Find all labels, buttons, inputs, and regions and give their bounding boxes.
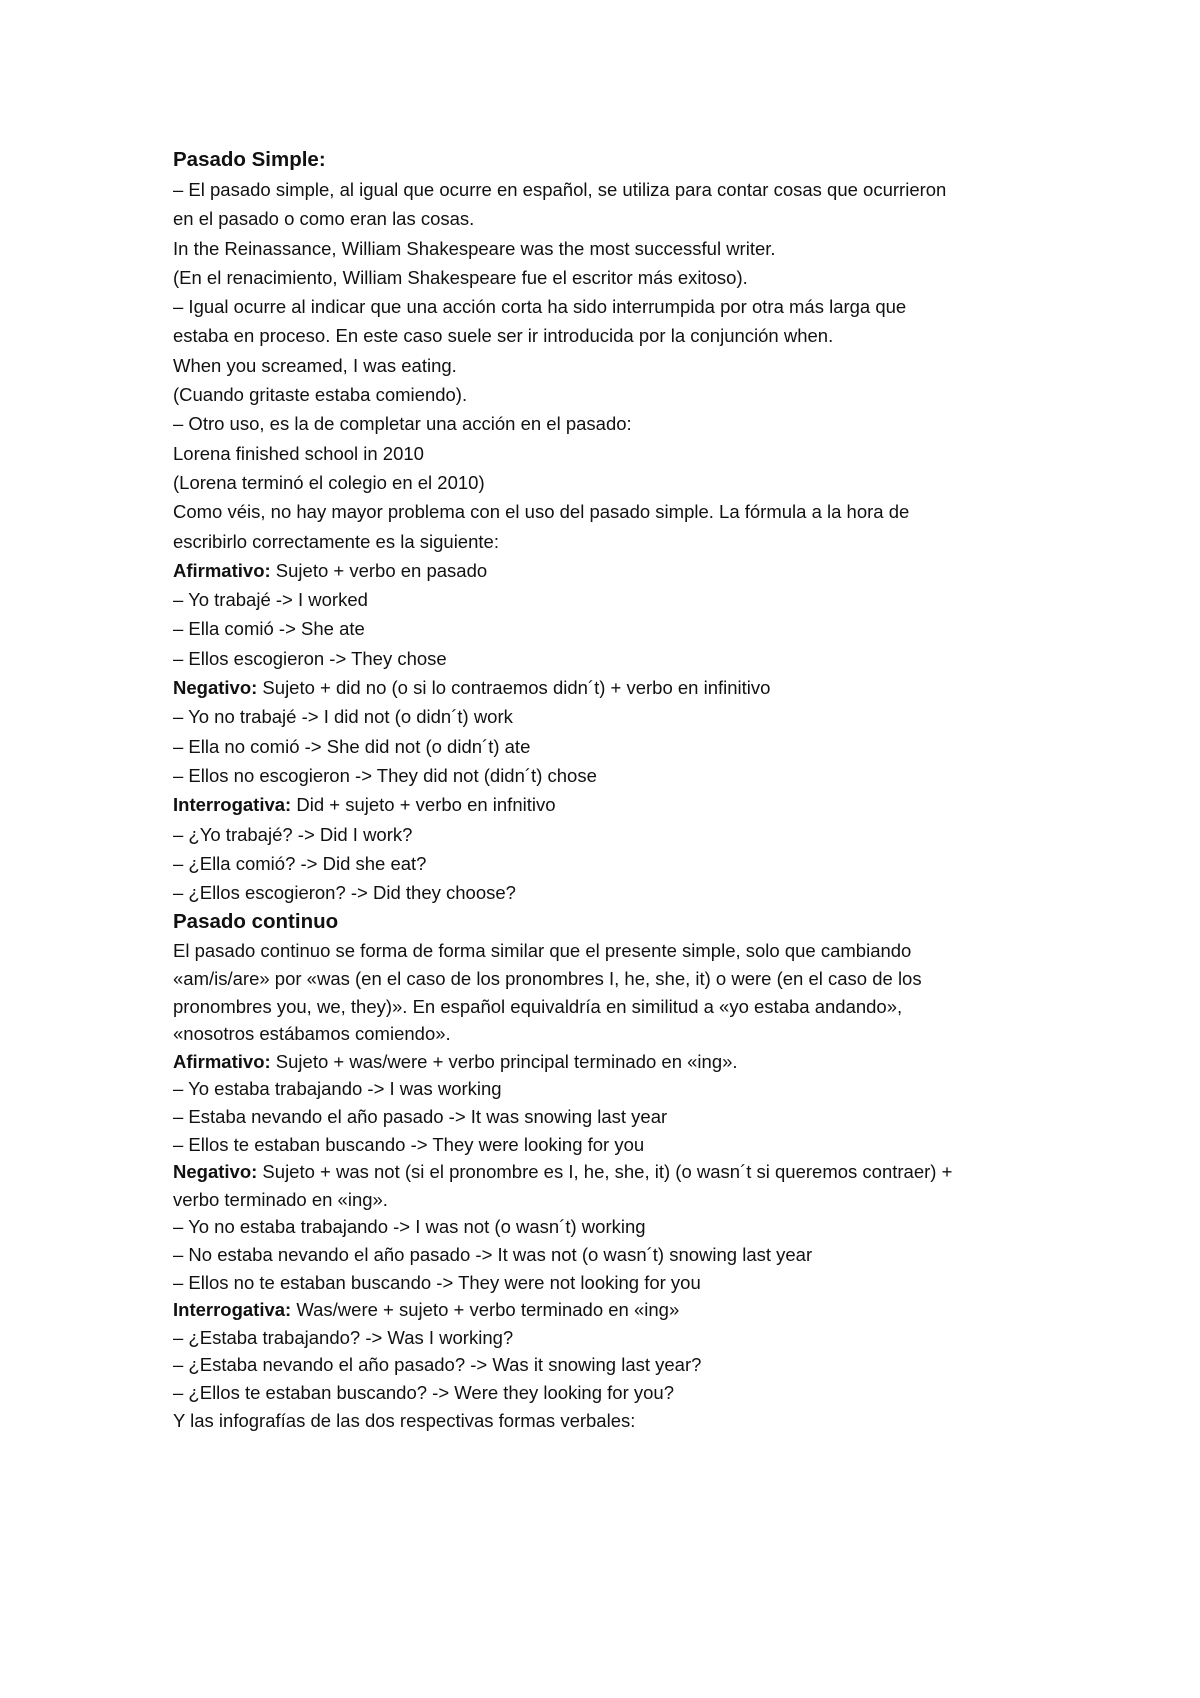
example-line: – ¿Ellos escogieron? -> Did they choose? — [173, 882, 516, 904]
paragraph-line: en el pasado o como eran las cosas. — [173, 208, 475, 230]
example-line: – Yo trabajé -> I worked — [173, 589, 368, 611]
paragraph-line: (Cuando gritaste estaba comiendo). — [173, 384, 468, 406]
example-line: – Ella comió -> She ate — [173, 618, 365, 640]
paragraph-line: «nosotros estábamos comiendo». — [173, 1023, 451, 1045]
paragraph-line: – Otro uso, es la de completar una acción en el pasado: — [173, 413, 632, 435]
paragraph-line: (Lorena terminó el colegio en el 2010) — [173, 471, 485, 493]
rule-label: Negativo: — [173, 1161, 258, 1183]
paragraph-line: escribirlo correctamente es la siguiente: — [173, 530, 499, 552]
paragraph-line: – El pasado simple, al igual que ocurre en español, se utiliza para contar cosas que ocurrieron — [173, 179, 947, 200]
paragraph-line: In the Reinassance, William Shakespeare was the most successful writer. — [173, 237, 776, 259]
example-line: – Ellos te estaban buscando -> They were looking for you — [173, 1133, 645, 1155]
paragraph-line: When you screamed, I was eating. — [173, 354, 457, 376]
rule-afirmativo — [173, 556, 1073, 585]
example-line: – ¿Yo trabajé? -> Did I work? — [173, 823, 413, 845]
example-line: – Yo no estaba trabajando -> I was not (o wasn´t) working — [173, 1216, 646, 1238]
paragraph-line: (En el renacimiento, William Shakespeare fue el escritor más exitoso). — [173, 266, 748, 288]
rule-label: Interrogativa: — [173, 1299, 292, 1321]
rule-interrogativa — [173, 790, 1073, 819]
section-heading-pasado-simple: Pasado Simple: — [173, 148, 326, 171]
rule-afirmativo — [173, 1048, 1073, 1076]
example-line: – ¿Ella comió? -> Did she eat? — [173, 852, 427, 874]
section-heading-pasado-continuo: Pasado continuo — [173, 910, 339, 934]
example-line: – ¿Estaba trabajando? -> Was I working? — [173, 1326, 514, 1348]
paragraph-line: El pasado continuo se forma de forma similar que el presente simple, solo que cambiando — [173, 940, 912, 962]
closing-line: Y las infografías de las dos respectivas formas verbales: — [173, 1409, 636, 1431]
rule-label: Negativo: — [173, 677, 258, 699]
paragraph-line: pronombres you, we, they)». En español equivaldría en similitud a «yo estaba andando», — [173, 995, 903, 1017]
document-page — [173, 145, 1073, 1434]
rule-label: Afirmativo: — [173, 1050, 271, 1072]
rule-text: Sujeto + did no (o si lo contraemos didn´t) + verbo en infinitivo — [257, 677, 771, 699]
rule-label: Afirmativo: — [173, 559, 271, 581]
example-line: – Yo estaba trabajando -> I was working — [173, 1078, 502, 1100]
example-line: – No estaba nevando el año pasado -> It was not (o wasn´t) snowing last year — [173, 1243, 813, 1265]
rule-text: Was/were + sujeto + verbo terminado en «ing» — [291, 1299, 680, 1321]
paragraph-line: Como véis, no hay mayor problema con el uso del pasado simple. La fórmula a la hora de — [173, 501, 910, 523]
rule-continuation: verbo terminado en «ing». — [173, 1188, 388, 1210]
example-line: – Ellos escogieron -> They chose — [173, 647, 447, 669]
example-line: – Ellos no escogieron -> They did not (didn´t) chose — [173, 764, 597, 786]
paragraph-line: estaba en proceso. En este caso suele ser ir introducida por la conjunción when. — [173, 325, 834, 347]
rule-text: Sujeto + verbo en pasado — [270, 559, 488, 581]
rule-text: Did + sujeto + verbo en infnitivo — [291, 794, 556, 816]
rule-negativo — [173, 673, 1073, 702]
example-line: – Ella no comió -> She did not (o didn´t) ate — [173, 735, 531, 757]
paragraph-line: – Igual ocurre al indicar que una acción corta ha sido interrumpida por otra más larga que — [173, 296, 907, 318]
example-line: – ¿Ellos te estaban buscando? -> Were they looking for you? — [173, 1381, 674, 1403]
paragraph-line: Lorena finished school in 2010 — [173, 442, 424, 464]
rule-text: Sujeto + was not (si el pronombre es I, he, she, it) (o wasn´t si queremos contraer) + — [257, 1161, 953, 1183]
rule-negativo — [173, 1158, 1073, 1186]
example-line: – ¿Estaba nevando el año pasado? -> Was it snowing last year? — [173, 1354, 702, 1376]
rule-text: Sujeto + was/were + verbo principal terminado en «ing». — [270, 1050, 738, 1072]
example-line: – Estaba nevando el año pasado -> It was snowing last year — [173, 1105, 668, 1127]
paragraph-line: «am/is/are» por «was (en el caso de los pronombres I, he, she, it) o were (en el caso de los — [173, 968, 922, 990]
example-line: – Ellos no te estaban buscando -> They were not looking for you — [173, 1271, 701, 1293]
rule-label: Interrogativa: — [173, 794, 292, 816]
rule-interrogativa — [173, 1296, 1073, 1324]
example-line: – Yo no trabajé -> I did not (o didn´t) work — [173, 706, 513, 728]
